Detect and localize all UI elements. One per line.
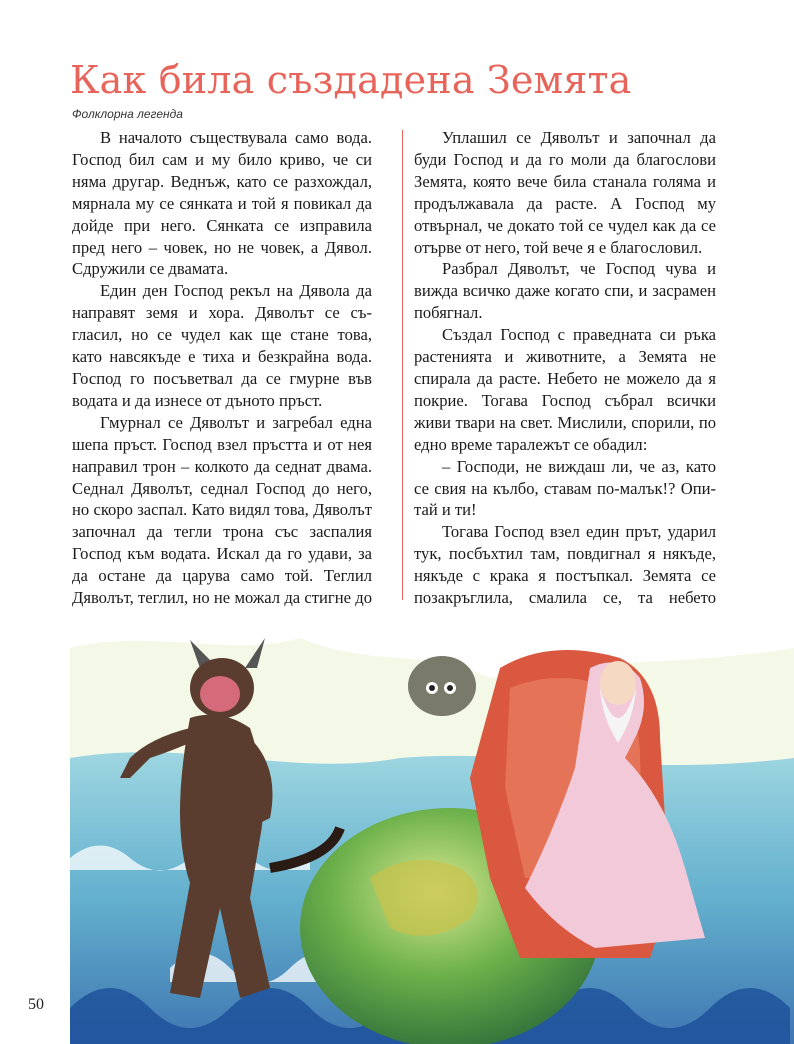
- page-title: Как била създадена Земята: [70, 58, 632, 102]
- page-number: 50: [28, 996, 44, 1013]
- paragraph: Един ден Господ рекъл на Дявола да направят земя и хора. Дяволът се съгласил, но се чудел как ще стане това, като навсякъде е тиха и безкрайна вода. Господ го посъветвал да се гмурне във водата и да изнесе от дъното пръст.: [72, 281, 372, 410]
- subtitle: Фолклорна легенда: [72, 107, 183, 121]
- paragraph: В началото съществувала само вода. Господ бил сам и му било криво, че си няма другар. Веднъж, като се разхождал, мярнала му се сянката и той я повикал да дойде при него. Сянката се изправила пред него – човек, но не човек, а Дявол. Сдружили се двамата.: [72, 128, 372, 279]
- paragraph: Гмурнал се Дяволът и загребал една шепа пръст. Господ взел пръстта и от нея направил трон – колкото да седнат двама. Седнал Дяволът, седнал Господ до него, но скоро заспал. Като видял това, Дяволът започнал да тегли трона със заспалия Господ към водата. Искал да го удави, за да остане да царува само той. Теглил Дяволът, теглил, но не можал да стигне до: [72, 412, 372, 608]
- paragraph: – Господи, не виждаш ли, че аз, като се свия на кълбо, ставам по-малък!? Опитай и ти!: [414, 456, 716, 520]
- paragraph: Уплашил се Дяволът и започнал да буди Господ и да го моли да благослови Земята, която вече била станала голяма и продължавала да расте. А Господ му отвърнал, че докато той се чудел как да се отърве от него, той вече я е благословил.: [414, 128, 716, 257]
- illustration-image: [70, 608, 794, 1044]
- paragraph-text: Тогава Господ взел един прът, ударил тук, посбъхтил там, повдигнал я някъде, някъде с крака я постъпкал. Земята се позакръглила, смалила се, та небето: [414, 522, 716, 608]
- left-column: [72, 127, 372, 653]
- column-divider: [402, 130, 403, 600]
- paragraph: Създал Господ с праведната си ръка растенията и животните, а Земята не спирала да расте. Небето не можело да я покрие. Тогава Господ събрал всички живи твари на свет. Мислили, спорили, по едно време таралежът се обадил:: [414, 325, 716, 454]
- right-column: [414, 127, 716, 631]
- paragraph: Разбрал Дяволът, че Господ чува и вижда всичко даже когато спи, и засрамен побягнал.: [414, 259, 716, 323]
